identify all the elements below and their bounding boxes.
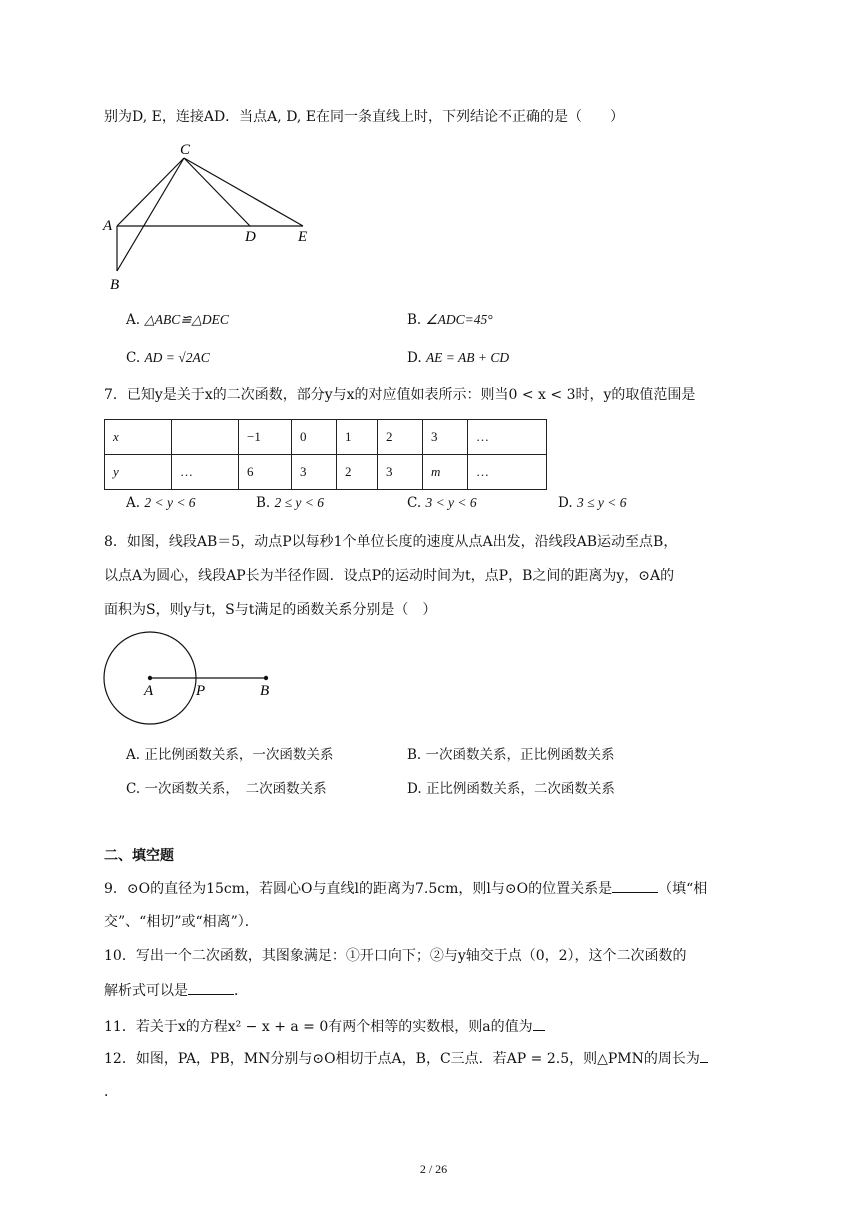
table-cell: 0 [292,420,337,455]
q12-line-2: ． [104,1084,118,1100]
q6-label-d: D [245,229,256,245]
table-cell: 2 [378,420,423,455]
q8-option-b: B. 一次函数关系，正比例函数关系 [407,747,615,763]
table-cell: … [172,455,239,490]
q6-option-b: B. ∠ADC=45° [407,312,493,328]
answer-blank [700,1048,708,1063]
q7-option-d: D. 3 ≤ y < 6 [558,495,627,511]
table-row [105,455,547,490]
q11-line: 11．若关于x的方程x² − x + a = 0有两个相等的实数根，则a的值为 [104,1016,545,1037]
q8-option-d: D. 正比例函数关系，二次函数关系 [407,781,615,797]
q7-stem: 7．已知y是关于x的二次函数，部分y与x的对应值如表所示：则当0 < x < 3时，y的取值范围是 [104,387,696,403]
q7-option-b: B. 2 ≤ y < 6 [256,495,325,511]
table-row [105,420,547,455]
q8-circle-figure [100,630,290,730]
table-cell: … [468,455,547,490]
q9-line-1: 9．⊙O的直径为15cm，若圆心O与直线l的距离为7.5cm，则l与⊙O的位置关系是 （填“相 [104,878,707,899]
q10-line-1: 10．写出一个二次函数，其图象满足：①开口向下；②与y轴交于点（0，2），这个二次函数的 [104,948,687,964]
q6-label-a: A [103,218,113,234]
section-title: 二、填空题 [104,848,174,864]
q7-value-table [104,419,547,490]
table-cell: x [105,420,172,455]
answer-blank [612,878,658,893]
q8-line-2: 以点A为圆心，线段AP长为半径作圆．设点P的运动时间为t，点P，B之间的距离为y，⊙A的 [104,568,675,584]
q6-label-b: B [110,277,120,293]
q8-line-3: 面积为S，则y与t，S与t满足的函数关系分别是（ ） [104,602,437,618]
q6-option-c: C. AD = √2AC [126,350,210,366]
table-cell: 3 [292,455,337,490]
table-cell: … [468,420,547,455]
q8-option-a: A. 正比例函数关系，一次函数关系 [126,747,334,763]
q6-label-e: E [298,229,308,245]
q9-line-2: 交”、“相切”或“相离”）． [104,914,259,930]
q8-label-a: A [144,683,154,699]
q6-stem: 别为D, E，连接AD．当点A, D, E在同一条直线上时，下列结论不正确的是（ ） [104,109,625,125]
q6-label-c: C [180,142,191,158]
table-cell: 2 [337,455,378,490]
q6-option-d: D. AE = AB + CD [407,350,510,366]
table-cell: 3 [378,455,423,490]
q12-line: 12．如图，PA，PB，MN分别与⊙O相切于点A，B，C三点．若AP = 2.5，则△PMN的周长为 [104,1048,708,1069]
q6-option-a: A. △ABC≌△DEC [126,312,229,328]
q7-option-a: A. 2 < y < 6 [126,495,196,511]
table-cell: 1 [337,420,378,455]
q8-option-c: C. 一次函数关系， 二次函数关系 [126,781,327,797]
table-cell: −1 [239,420,292,455]
table-cell: m [423,455,468,490]
q10-line-2: 解析式可以是 ． [104,980,248,1001]
q7-option-c: C. 3 < y < 6 [407,495,477,511]
page-number: 2 / 26 [419,1162,448,1176]
table-cell: 3 [423,420,468,455]
table-cell [172,420,239,455]
table-cell: 6 [239,455,292,490]
q8-label-b: B [260,683,270,699]
q6-triangle-figure [100,138,320,298]
q8-label-p: P [196,683,206,699]
q8-line-1: 8．如图，线段AB＝5，动点P以每秒1个单位长度的速度从点A出发，沿线段AB运动至点B， [104,534,678,550]
answer-blank [188,980,234,995]
answer-blank [533,1016,545,1031]
table-cell: y [105,455,172,490]
